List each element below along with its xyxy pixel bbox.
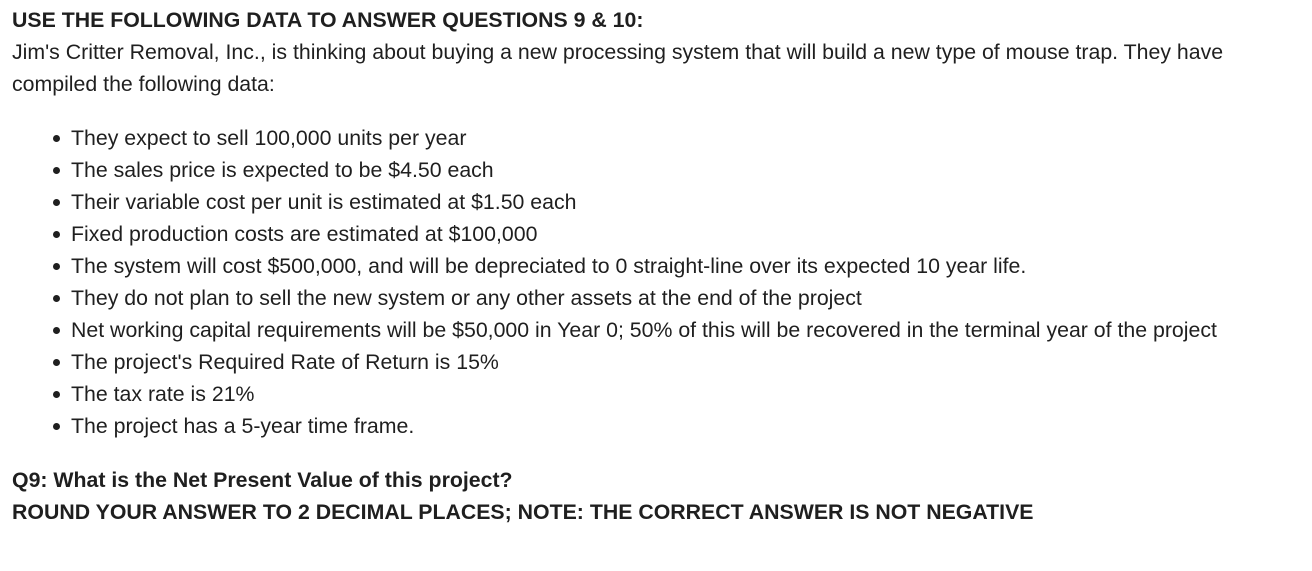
bullet-sales-price: The sales price is expected to be $4.50 each bbox=[71, 154, 1300, 186]
section-heading: USE THE FOLLOWING DATA TO ANSWER QUESTIONS 9 & 10: bbox=[12, 8, 644, 32]
bullet-system-cost: The system will cost $500,000, and will be depreciated to 0 straight-line over its expected 10 year life. bbox=[71, 250, 1300, 282]
bullet-no-asset-sale: They do not plan to sell the new system or any other assets at the end of the project bbox=[71, 282, 1300, 314]
bullet-fixed-costs: Fixed production costs are estimated at $100,000 bbox=[71, 218, 1300, 250]
data-bullet-list bbox=[12, 122, 1300, 442]
bullet-variable-cost: Their variable cost per unit is estimated at $1.50 each bbox=[71, 186, 1300, 218]
bullet-net-working-capital: Net working capital requirements will be $50,000 in Year 0; 50% of this will be recovered in the terminal year of the project bbox=[71, 314, 1300, 346]
question-text: Q9: What is the Net Present Value of this project? bbox=[12, 468, 513, 492]
bullet-time-frame: The project has a 5-year time frame. bbox=[71, 410, 1300, 442]
bullet-units-per-year: They expect to sell 100,000 units per year bbox=[71, 122, 1300, 154]
intro-paragraph: Jim's Critter Removal, Inc., is thinking about buying a new processing system that will build a new type of mouse trap. They have compiled the following data: bbox=[12, 40, 1224, 96]
bullet-required-return: The project's Required Rate of Return is 15% bbox=[71, 346, 1300, 378]
bullet-tax-rate: The tax rate is 21% bbox=[71, 378, 1300, 410]
answer-instruction: ROUND YOUR ANSWER TO 2 DECIMAL PLACES; NOTE: THE CORRECT ANSWER IS NOT NEGATIVE bbox=[12, 500, 1034, 524]
